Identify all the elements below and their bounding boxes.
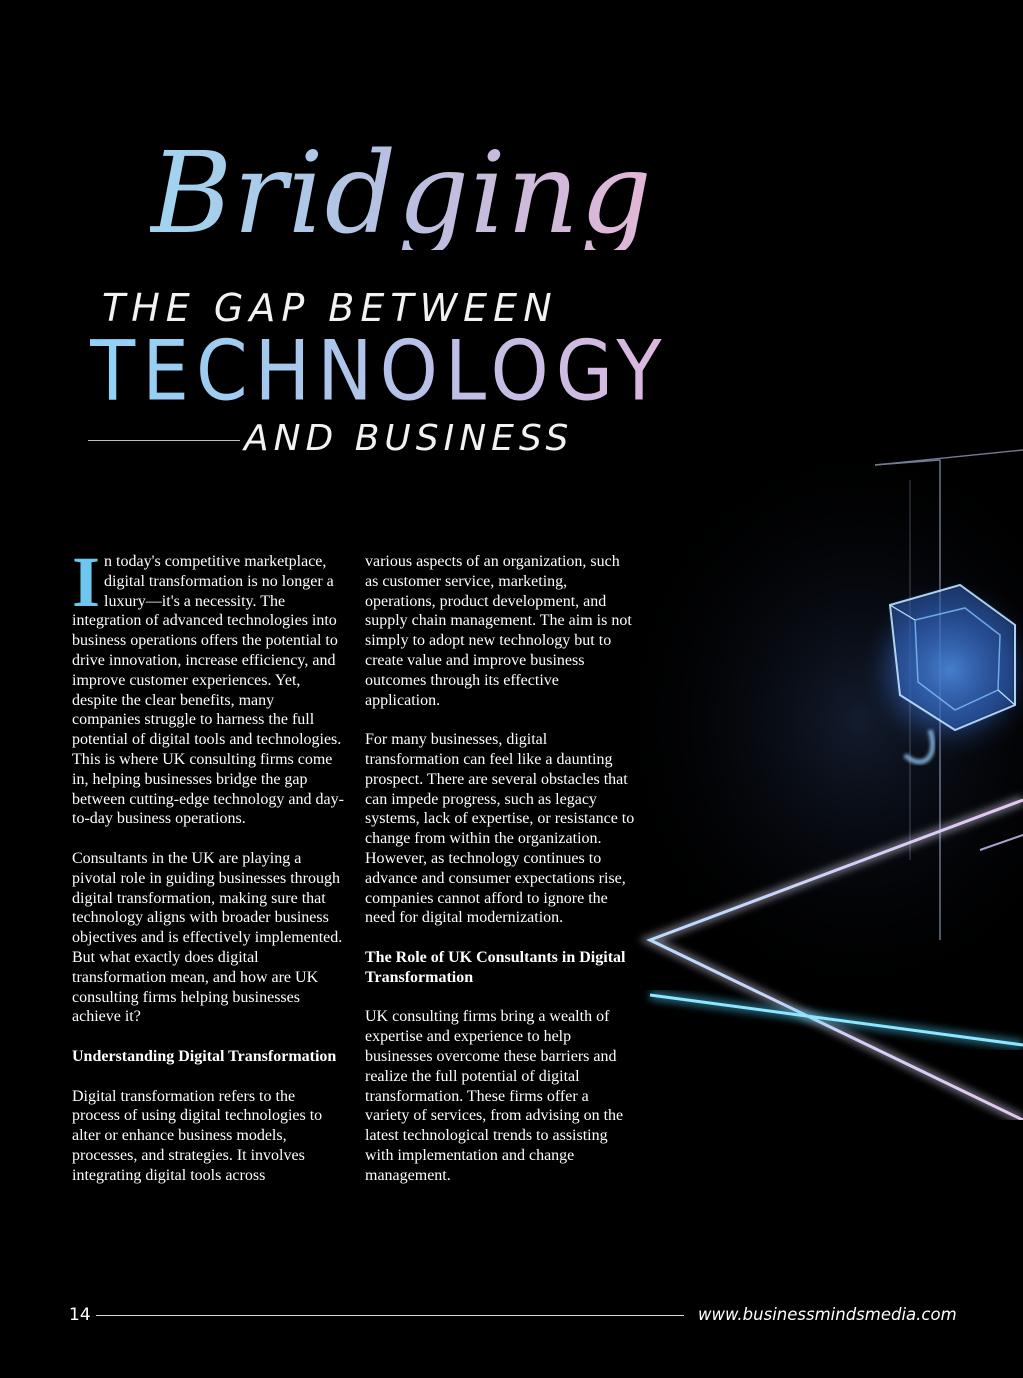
section-heading: The Role of UK Consultants in Digital Transformation bbox=[365, 948, 626, 986]
article-column-right bbox=[365, 552, 637, 1205]
title-line-technology: TECHNOLOGY bbox=[90, 323, 669, 420]
footer-website: www.businessmindsmedia.com bbox=[698, 1305, 957, 1324]
paragraph: For many businesses, digital transformation can feel like a daunting prospect. There are several obstacles that can impede progress, such as legacy systems, lack of expertise, or resistance to change from within the organization. However, as technology continues to advance and consumer expectations rise, companies cannot afford to ignore the need for digital modernization. bbox=[365, 731, 635, 927]
title-line-gap: THE GAP BETWEEN bbox=[102, 286, 558, 330]
title-script-word: Bridging bbox=[150, 129, 653, 259]
title-line-business: AND BUSINESS bbox=[244, 418, 574, 459]
footer-divider bbox=[96, 1315, 684, 1316]
title-divider bbox=[88, 440, 240, 441]
section-heading: Understanding Digital Transformation bbox=[72, 1047, 337, 1065]
paragraph: UK consulting firms bring a wealth of expertise and experience to help businesses overcome these barriers and realize the full potential of digital transformation. These firms offer a variety of services, from advising on the latest technological trends to assisting with implementation and change management. bbox=[365, 1008, 624, 1184]
paragraph: various aspects of an organization, such as customer service, marketing, operations, product development, and supply chain management. The aim is not simply to adopt new technology but to create value and improve business outcomes through its effective application. bbox=[365, 553, 632, 709]
drop-cap: I bbox=[72, 542, 101, 622]
paragraph: Digital transformation refers to the process of using digital technologies to alter or enhance business models, processes, and strategies. It involves integrating digital tools across bbox=[72, 1087, 323, 1184]
paragraph: Consultants in the UK are playing a pivotal role in guiding businesses through digital transformation, making sure that technology aligns with broader business objectives and is effectively implemented. But what exactly does digital transformation mean, and how are UK consulting firms helping businesses achieve it? bbox=[72, 849, 343, 1026]
intro-text: n today's competitive marketplace, digital transformation is no longer a luxury—it's a necessity. The integration of advanced technologies into business operations offers the potential to drive innovation, increase efficiency, and improve customer experiences. Yet, despite the clear benefits, many companies struggle to harness the full potential of digital tools and technologies. This is where UK consulting firms come in, helping businesses bridge the gap between cutting-edge technology and day-to-day business operations. bbox=[72, 553, 344, 828]
intro-paragraph bbox=[72, 542, 344, 829]
page-number: 14 bbox=[69, 1305, 91, 1325]
article-column-left bbox=[72, 542, 344, 1205]
